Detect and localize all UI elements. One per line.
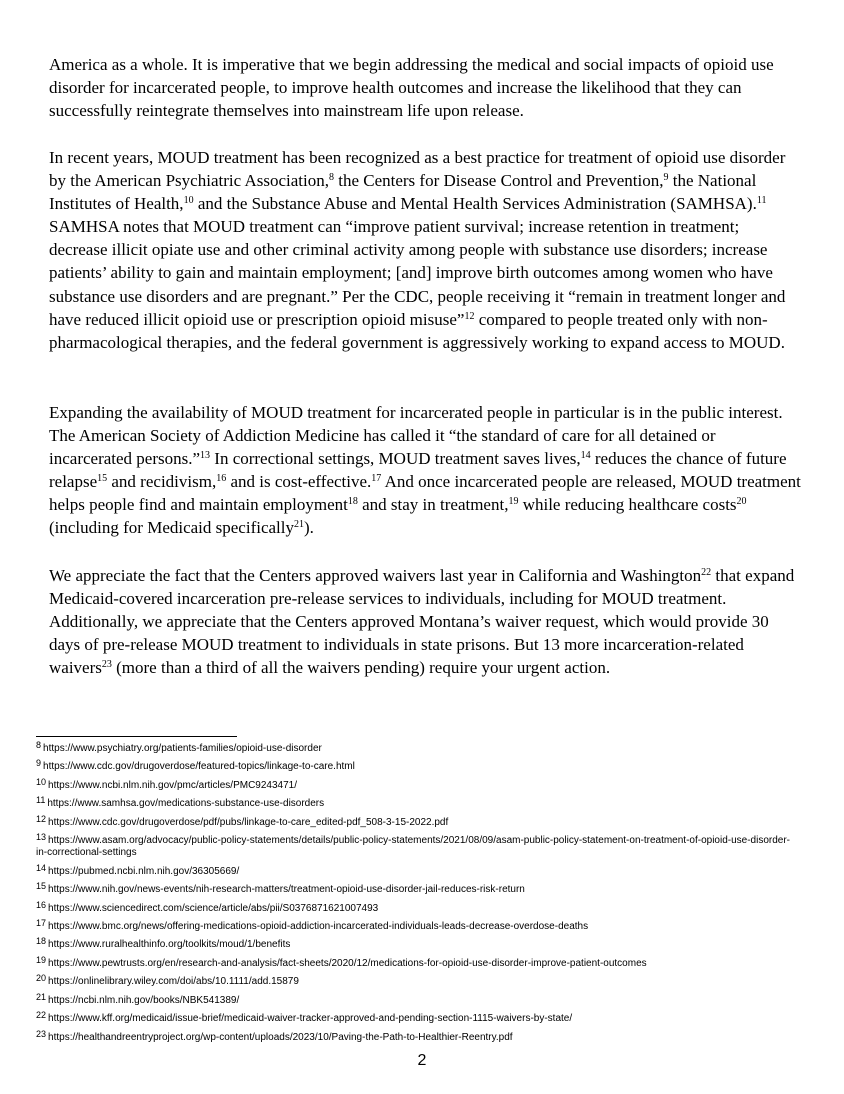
footnote-link[interactable]: https://ncbi.nlm.nih.gov/books/NBK541389/ [48, 994, 240, 1006]
footnote-ref-11[interactable]: 11 [756, 195, 767, 207]
footnote-number: 9 [36, 758, 42, 769]
footnote-ref-13[interactable]: 13 [200, 450, 211, 462]
footnote-number: 16 [36, 899, 47, 910]
footnote [36, 832, 796, 859]
footnote-ref-10[interactable]: 10 [183, 195, 194, 207]
footnote-number: 23 [36, 1028, 47, 1039]
footnote-link[interactable]: https://www.cdc.gov/drugoverdose/featured-topics/linkage-to-care.html [43, 761, 355, 773]
footnote-ref-23[interactable]: 23 [101, 659, 112, 671]
footnote [36, 758, 796, 773]
footnote-link[interactable]: https://www.cdc.gov/drugoverdose/pdf/pubs/linkage-to-care_edited-pdf_508-3-15-2022.pdf [48, 816, 449, 828]
footnote [36, 881, 796, 896]
footnote [36, 973, 796, 988]
text-run: America as a whole. It is imperative that we begin addressing the medical and social impacts of opioid use disorder for incarcerated people, to improve health outcomes and increase the likelihood that they can successfully reintegrate themselves into mainstream life upon release. [49, 55, 774, 121]
footnote-link[interactable]: https://www.nih.gov/news-events/nih-research-matters/treatment-opioid-use-disorder-jail-reduces-risk-return [48, 884, 525, 896]
footnote [36, 991, 796, 1007]
footnote-ref-22[interactable]: 22 [701, 567, 712, 578]
footnote-ref-20[interactable]: 20 [736, 496, 747, 508]
footnote-ref-17[interactable]: 17 [371, 473, 382, 485]
text-run: (more than a third of all the waivers pending) require your urgent action. [111, 658, 611, 678]
footnotes [36, 740, 796, 1050]
paragraph-intro [49, 53, 801, 122]
page-number: 2 [417, 1052, 427, 1069]
footnote [36, 899, 796, 915]
footnote-link[interactable]: https://www.ncbi.nlm.nih.gov/pmc/articles/PMC9243471/ [48, 779, 298, 791]
text-run: that expand Medicaid-covered incarceration pre-release services to individuals, including for MOUD treatment. Additionally, we appreciate that the Centers approved Montana’s waiver request, which would provide 30 days of pre-release MOUD treatment to individuals in state prisons. But 13 more incarceration-related waivers [49, 566, 795, 678]
footnote-ref-21[interactable]: 21 [294, 519, 304, 531]
footnote-number: 17 [36, 917, 47, 928]
footnote-link[interactable]: https://www.sciencedirect.com/science/article/abs/pii/S0376871621007493 [48, 902, 379, 914]
footnote [36, 1010, 796, 1025]
paragraph-waivers [49, 564, 801, 679]
footnote-link[interactable]: https://pubmed.ncbi.nlm.nih.gov/36305669/ [48, 865, 240, 877]
footnote-ref-18[interactable]: 18 [347, 496, 358, 508]
paragraph-moud-best-practice [49, 146, 801, 354]
text-run: (including for Medicaid specifically [49, 518, 294, 538]
footnote [36, 813, 796, 829]
footnote-ref-8[interactable]: 8 [328, 172, 334, 184]
footnote-ref-15[interactable]: 15 [97, 473, 108, 485]
footnote-link[interactable]: https://www.asam.org/advocacy/public-policy-statements/details/public-policy-statements/2021/08/09/asam-public-policy-statement-on-treatment-of-opioid-use-disorder-in-correctional-settings [36, 835, 791, 859]
footnote-link[interactable]: https://www.kff.org/medicaid/issue-brief/medicaid-waiver-tracker-approved-and-pending-section-1115-waivers-by-state/ [48, 1013, 573, 1025]
footnote-number: 13 [36, 832, 47, 843]
text-run: reduces the chance of future relapse [49, 449, 787, 492]
footnote [36, 1028, 796, 1044]
text-run: and stay in treatment, [357, 495, 509, 515]
footnote-link[interactable]: https://www.pewtrusts.org/en/research-and-analysis/fact-sheets/2020/12/medications-for-opioid-use-disorder-improve-patient-outcomes [48, 957, 647, 969]
footnote [36, 776, 796, 792]
text-run: compared to people treated only with non-pharmacological therapies, and the federal government is aggressively working to expand access to MOUD. [49, 309, 785, 352]
footnote-number: 21 [36, 991, 47, 1002]
footnote-number: 14 [36, 862, 47, 873]
footnote-separator [36, 736, 237, 737]
footnote-number: 11 [36, 795, 46, 806]
text-run: In correctional settings, MOUD treatment saves lives, [210, 449, 581, 469]
footnote-number: 20 [36, 973, 47, 984]
footnote-link[interactable]: https://www.samhsa.gov/medications-substance-use-disorders [47, 798, 325, 810]
footnote [36, 740, 796, 755]
footnote [36, 862, 796, 878]
text-run: the Centers for Disease Control and Prevention, [333, 171, 664, 191]
footnote-number: 22 [36, 1010, 47, 1021]
text-run: And once incarcerated people are released, MOUD treatment helps people find and maintain employment [49, 472, 801, 515]
footnote-link[interactable]: https://www.bmc.org/news/offering-medications-opioid-addiction-incarcerated-individuals-leads-decrease-overdose-deaths [48, 920, 589, 932]
footnote-number: 10 [36, 776, 47, 787]
text-run: ). [304, 518, 314, 538]
footnote [36, 936, 796, 951]
paragraph-incarcerated-access [49, 401, 801, 540]
text-run: and recidivism, [107, 472, 217, 492]
footnote-ref-9[interactable]: 9 [663, 172, 669, 184]
text-run: the National Institutes of Health, [49, 171, 757, 214]
footnote-ref-16[interactable]: 16 [216, 473, 227, 485]
text-run: and the Substance Abuse and Mental Health Services Administration (SAMHSA). [193, 194, 757, 214]
footnote [36, 954, 796, 970]
text-run: while reducing healthcare costs [518, 495, 737, 515]
footnote-number: 15 [36, 881, 47, 892]
footnote-link[interactable]: https://www.psychiatry.org/patients-families/opioid-use-disorder [43, 743, 322, 754]
footnote-number: 12 [36, 813, 47, 824]
text-run: and is cost-effective. [226, 472, 372, 492]
footnote-link[interactable]: https://onlinelibrary.wiley.com/doi/abs/10.1111/add.15879 [48, 976, 299, 988]
footnote [36, 917, 796, 933]
footnote-number: 8 [36, 740, 42, 750]
text-run: Expanding the availability of MOUD treatment for incarcerated people in particular is in the public interest. The American Society of Addiction Medicine has called it “the standard of care for all detained or incarcerated persons.” [49, 403, 783, 469]
footnote-link[interactable]: https://healthandreentryproject.org/wp-content/uploads/2023/10/Paving-the-Path-to-Healthier-Reentry.pdf [48, 1031, 513, 1043]
text-run: We appreciate the fact that the Centers approved waivers last year in California and Washington [49, 566, 702, 585]
footnote-ref-14[interactable]: 14 [580, 450, 591, 462]
text-run: In recent years, MOUD treatment has been recognized as a best practice for treatment of opioid use disorder by the American Psychiatric Association, [49, 148, 786, 191]
footnote [36, 795, 796, 810]
footnote-number: 19 [36, 954, 47, 965]
text-run: SAMHSA notes that MOUD treatment can “improve patient survival; increase retention in treatment; decrease illicit opiate use and other criminal activity among people with substance use disorders; increase patients’ ability to gain and maintain employment; [and] improve birth outcomes among women who have substance use disorders and are pregnant.” Per the CDC, people receiving it “remain in treatment longer and have reduced illicit opioid use or prescription opioid misuse” [49, 217, 786, 329]
footnote-number: 18 [36, 936, 47, 947]
footnote-ref-19[interactable]: 19 [508, 496, 519, 508]
footnote-link[interactable]: https://www.ruralhealthinfo.org/toolkits/moud/1/benefits [48, 939, 291, 951]
footnote-ref-12[interactable]: 12 [464, 310, 475, 322]
